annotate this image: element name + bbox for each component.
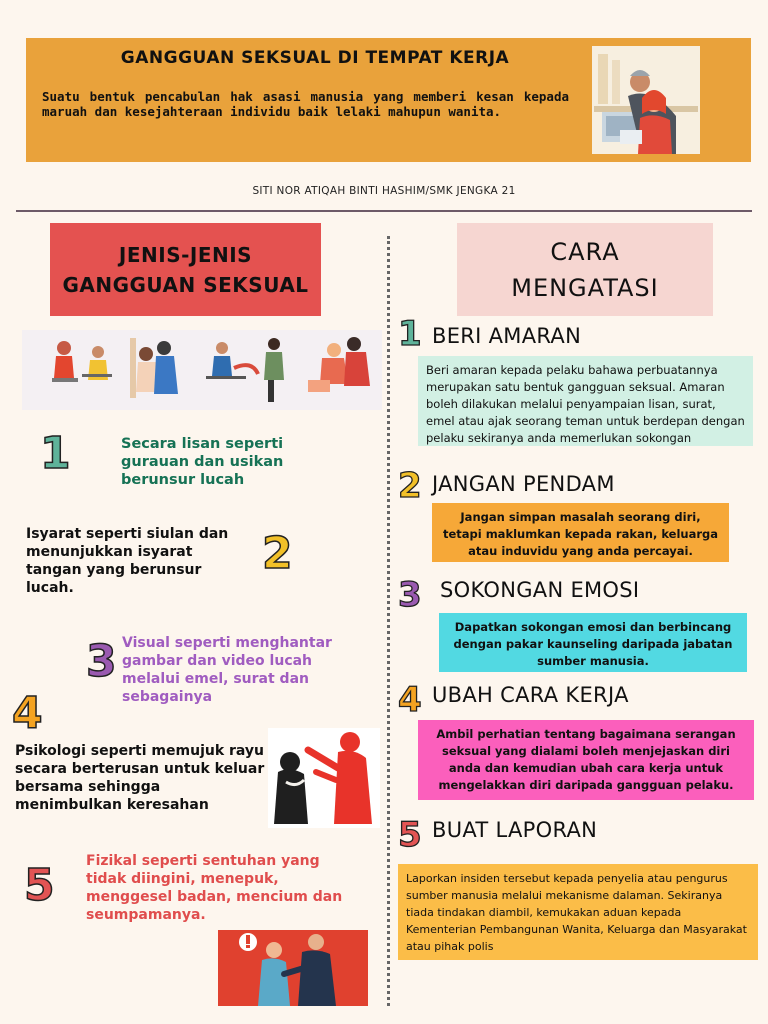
solution-text-1: Beri amaran kepada pelaku bahawa perbuatannya merupakan satu bentuk gangguan seksual. Amaran boleh dilakukan melalui penyampaian lisan, surat, emel atau ajak seorang teman untuk berdepan dengan pelaku sekiranya anda memerlukan sokongan (418, 356, 753, 446)
type-number-1: 1 (40, 428, 71, 479)
type-text-5: Fizikal seperti sentuhan yang tidak diingini, menepuk, menggesel badan, mencium dan seumpamanya. (86, 853, 343, 923)
divider (16, 210, 752, 212)
solution-text-3: Dapatkan sokongan emosi dan berbincang dengan pakar kaunseling daripada jabatan sumber manusia. (439, 613, 747, 672)
solution-number-4: 4 (398, 680, 422, 720)
harassment-scenes-illustration (22, 330, 382, 410)
type-text-3: Visual seperti menghantar gambar dan video lucah melalui emel, surat dan sebagainya (122, 635, 332, 705)
physical-harassment-illustration (218, 930, 368, 1006)
solution-number-5: 5 (398, 815, 422, 855)
page-title: GANGGUAN SEKSUAL DI TEMPAT KERJA (120, 48, 510, 68)
solution-text-2: Jangan simpan masalah seorang diri, tetapi maklumkan kepada rakan, keluarga atau induvidu yang anda percayai. (432, 503, 729, 562)
types-heading-line2: GANGGUAN SEKSUAL (62, 272, 309, 297)
solution-heading-5: BUAT LAPORAN (432, 818, 598, 842)
solution-number-1: 1 (398, 314, 422, 354)
solution-number-3: 3 (398, 575, 422, 615)
type-text-1: Secara lisan seperti gurauan dan usikan berunsur lucah (121, 436, 284, 488)
psychological-harassment-illustration (268, 728, 380, 828)
header-description: Suatu bentuk pencabulan hak asasi manusia yang memberi kesan kepada maruah dan kesejahteraan individu baik lelaki mahupun wanita. (42, 89, 569, 119)
solutions-heading (457, 223, 713, 316)
solution-heading-3: SOKONGAN EMOSI (440, 578, 640, 602)
solution-text-5: Laporkan insiden tersebut kepada penyelia atau pengurus sumber manusia melalui mekanisme dalaman. Sekiranya tiada tindakan diambil, kemukakan aduan kepada Kementerian Pembangunan Wanita, Keluarga dan Masyarakat atau pihak polis (398, 864, 758, 960)
office-harassment-illustration (592, 46, 700, 154)
solution-text-4: Ambil perhatian tentang bagaimana serangan seksual yang dialami boleh menjejaskan diri anda dan kemudian ubah cara kerja untuk mengelakkan diri daripada gangguan pelaku. (418, 720, 754, 800)
solutions-heading-line2: MENGATASI (511, 273, 659, 302)
types-heading (50, 223, 321, 316)
type-text-4: Psikologi seperti memujuk rayu secara berterusan untuk keluar bersama sehingga menimbulkan keresahan (15, 743, 265, 813)
type-text-2: Isyarat seperti siulan dan menunjukkan isyarat tangan yang berunsur lucah. (26, 526, 229, 596)
type-number-5: 5 (24, 860, 55, 911)
type-number-2: 2 (262, 528, 293, 579)
type-number-4: 4 (12, 688, 43, 739)
solution-heading-4: UBAH CARA KERJA (432, 683, 629, 707)
solution-heading-2: JANGAN PENDAM (432, 472, 615, 496)
solution-heading-1: BERI AMARAN (432, 324, 582, 348)
types-heading-line1: JENIS-JENIS (118, 242, 253, 267)
author-credit: SITI NOR ATIQAH BINTI HASHIM/SMK JENGKA 21 (252, 185, 516, 197)
solution-number-2: 2 (398, 466, 422, 506)
column-divider (387, 236, 390, 1006)
type-number-3: 3 (86, 636, 117, 687)
solutions-heading-line1: CARA (550, 237, 620, 266)
